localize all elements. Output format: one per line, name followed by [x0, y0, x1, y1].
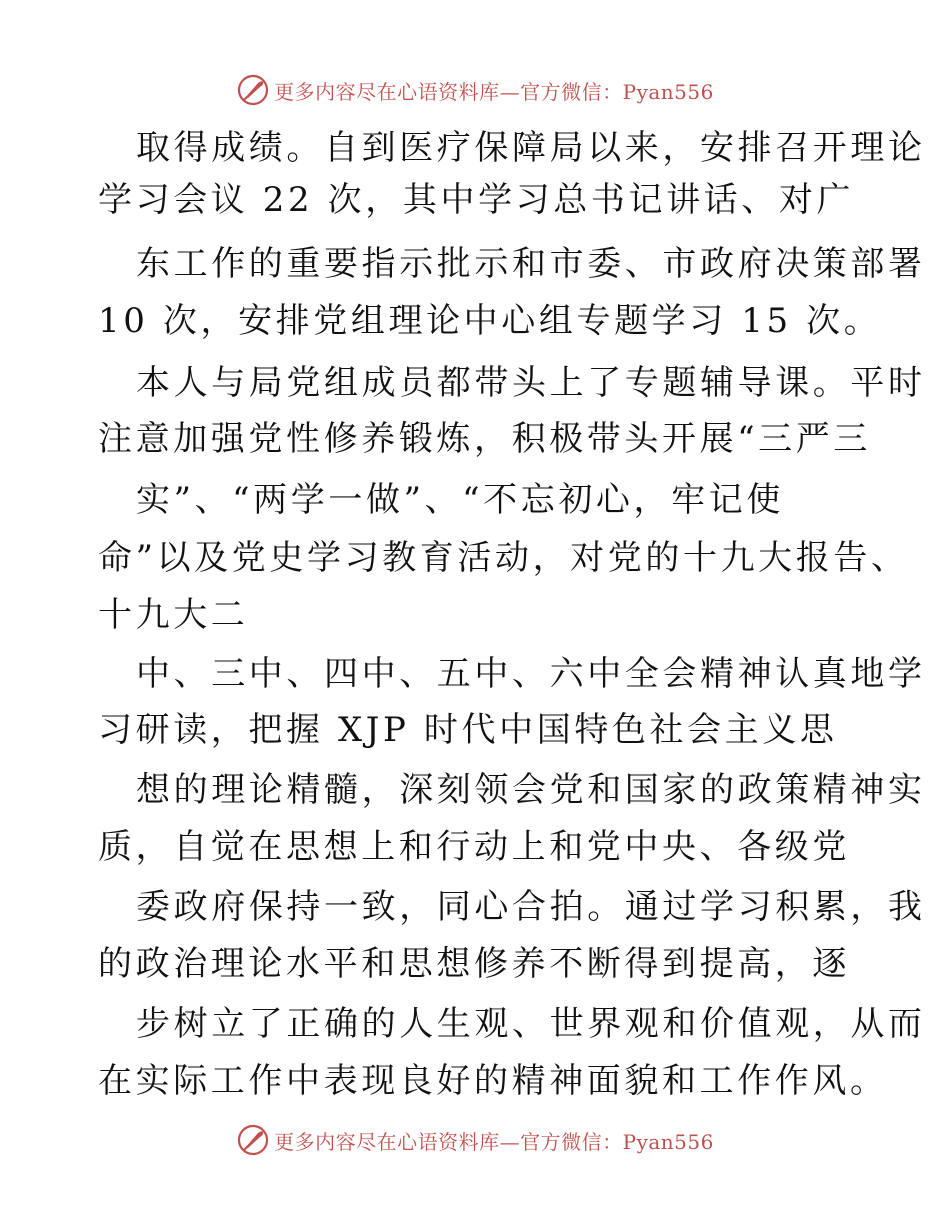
text-line-11: 习研读，把握 XJP 时代中国特色社会主义思	[98, 710, 838, 750]
text-line-5: 本人与局党组成员都带头上了专题辅导课。平时	[136, 363, 926, 403]
text-line-13: 质，自觉在思想上和行动上和党中央、各级党	[98, 827, 850, 867]
footer-watermark-text: 更多内容尽在心语资料库—官方微信：Pyan556	[274, 1129, 714, 1154]
text-line-4: 10 次，安排党组理论中心组专题学习 15 次。	[98, 301, 882, 341]
text-line-7: 实”、“两学一做”、“不忘初心，牢记使	[136, 480, 784, 520]
text-line-15: 的政治理论水平和思想修养不断得到提高，逐	[98, 944, 850, 984]
text-line-12: 想的理论精髓，深刻领会党和国家的政策精神实	[136, 770, 926, 810]
text-line-8: 命”以及党史学习教育活动，对党的十九大报告、	[98, 538, 909, 578]
quill-pen-logo-icon	[236, 1123, 270, 1157]
text-line-14: 委政府保持一致，同心合拍。通过学习积累，我	[136, 887, 926, 927]
text-line-1: 取得成绩。自到医疗保障局以来，安排召开理论	[136, 128, 926, 168]
header-watermark-text: 更多内容尽在心语资料库—官方微信：Pyan556	[274, 79, 714, 104]
text-line-17: 在实际工作中表现良好的精神面貌和工作作风。	[98, 1061, 888, 1101]
text-line-2: 学习会议 22 次，其中学习总书记讲话、对广	[98, 180, 855, 220]
text-line-16: 步树立了正确的人生观、世界观和价值观，从而	[136, 1004, 926, 1044]
text-line-6: 注意加强党性修养锻炼，积极带头开展“三严三	[98, 419, 871, 459]
footer-watermark-banner	[0, 1118, 950, 1162]
text-line-3: 东工作的重要指示批示和市委、市政府决策部署	[136, 244, 926, 284]
text-line-9: 十九大二	[98, 595, 249, 635]
text-line-10: 中、三中、四中、五中、六中全会精神认真地学	[136, 654, 926, 694]
